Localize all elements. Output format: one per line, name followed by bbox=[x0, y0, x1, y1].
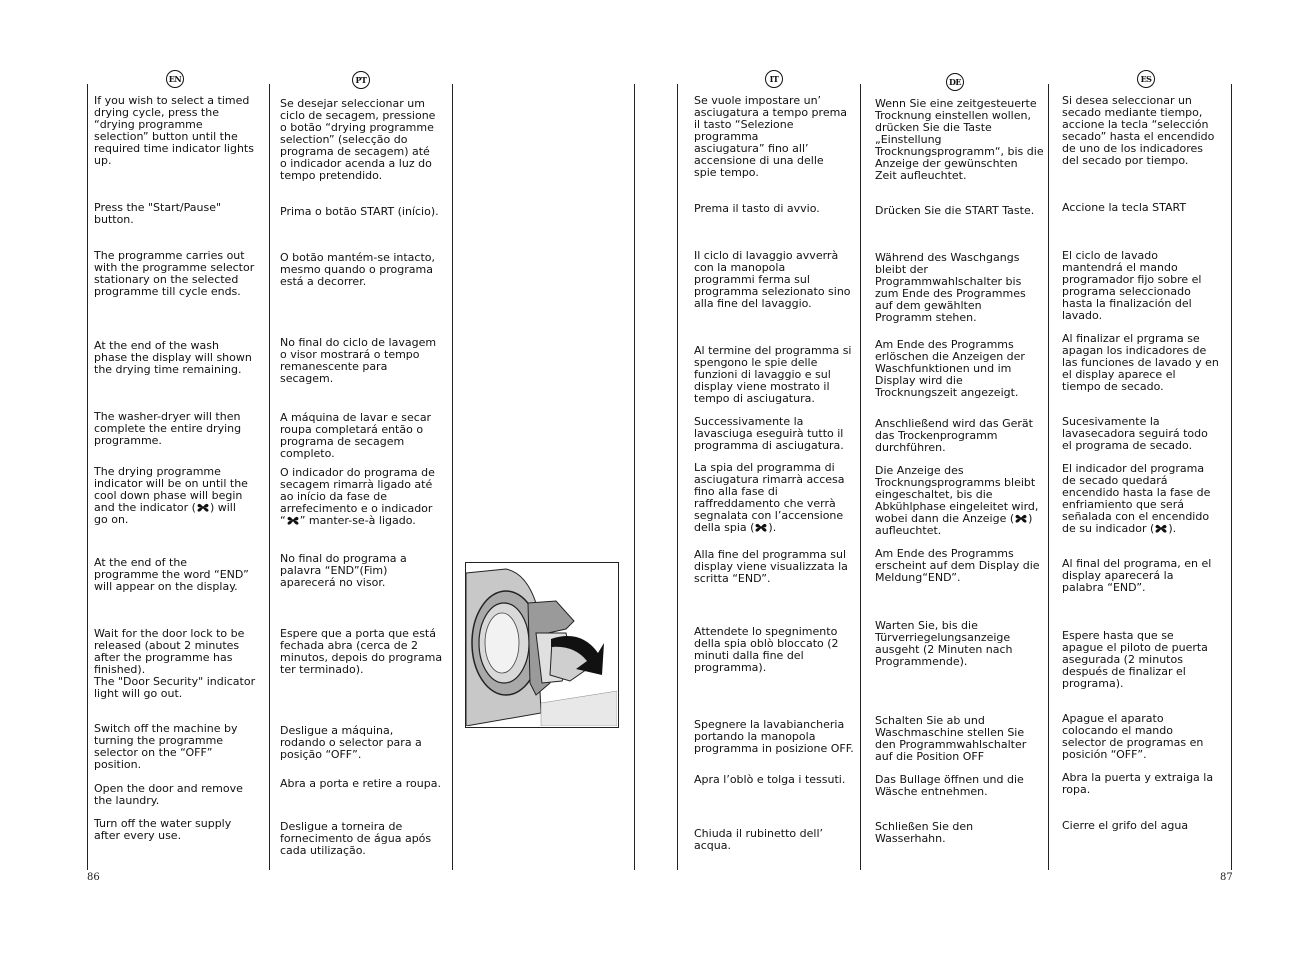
pt-paragraph-timed-drying: Se desejar seleccionar um ciclo de secagem, pressione o botão “drying programme selection” (selecção do programa de secagem) até o indicador acenda a luz do tempo pretendido. bbox=[280, 97, 436, 182]
lang-badge-it: IT bbox=[765, 70, 783, 88]
de-paragraph-end-word: Am Ende des Programms erscheint auf dem Display die Meldung“END”. bbox=[875, 547, 1040, 584]
it-cool-down-text-b: ). bbox=[768, 521, 777, 534]
fan-icon bbox=[1154, 523, 1168, 534]
de-paragraph-wash-end: Am Ende des Programms erlöschen die Anzeigen der Waschfunktionen und im Display wird die Trocknungszeit angezeigt. bbox=[875, 338, 1025, 399]
lang-badge-de: DE bbox=[946, 73, 964, 91]
de-paragraph-open-door: Das Bullage öffnen und die Wäsche entnehmen. bbox=[875, 773, 1024, 798]
en-paragraph-end-word: At the end of the programme the word “END” will appear on the display. bbox=[94, 556, 249, 593]
de-paragraph-complete: Anschließend wird das Gerät das Trockenprogramm durchführen. bbox=[875, 417, 1033, 454]
es-cool-down-text-a: El indicador del programa de secado quedará encendido hasta la fase de enfriamiento que será señalada con el encendido de su indicador ( bbox=[1062, 462, 1211, 535]
en-paragraph-open-door: Open the door and remove the laundry. bbox=[94, 782, 243, 807]
es-paragraph-cool-down bbox=[1062, 463, 1210, 535]
de-paragraph-cool-down bbox=[875, 465, 1038, 537]
de-paragraph-timed-drying: Wenn Sie eine zeitgesteuerte Trocknung einstellen wollen, drücken Sie die Taste „Einstellung Trocknungsprogramm“, bis die Anzeige der gewünschten Zeit aufleuchtet. bbox=[875, 97, 1044, 182]
pt-paragraph-end-word: No final do programa a palavra “END”(Fim) aparecerá no visor. bbox=[280, 552, 407, 589]
de-paragraph-selector: Während des Waschgangs bleibt der Programmwahlschalter bis zum Ende des Programmes auf dem gewählten Programm stehen. bbox=[875, 251, 1026, 324]
page-number-right: 87 bbox=[1220, 872, 1233, 883]
pt-paragraph-switch-off: Desligue a máquina, rodando o selector para a posição “OFF”. bbox=[280, 724, 422, 761]
fan-icon bbox=[1014, 513, 1028, 524]
es-paragraph-water-supply: Cierre el grifo del agua bbox=[1062, 819, 1189, 832]
es-paragraph-timed-drying: Si desea seleccionar un secado mediante tiempo, accione la tecla “selección secado” hasta el encendido de uno de los indicadores del secado por tiempo. bbox=[1062, 94, 1215, 167]
de-cool-down-text-a: Die Anzeige des Trocknungsprogramms bleibt eingeschaltet, bis die Abkühlphase eingeleitet wird, wobei dann die Anzeige ( bbox=[875, 464, 1039, 525]
en-paragraph-wash-end: At the end of the wash phase the display will shown the drying time remaining. bbox=[94, 339, 252, 376]
it-paragraph-cool-down bbox=[694, 462, 845, 534]
en-paragraph-switch-off: Switch off the machine by turning the programme selector on the “OFF” position. bbox=[94, 722, 238, 771]
es-paragraph-wash-end: Al finalizar el prgrama se apagan los indicadores de las funciones de lavado y en el display aparece el tiempo de secado. bbox=[1062, 332, 1219, 393]
es-cool-down-text-b: ). bbox=[1168, 522, 1177, 535]
it-paragraph-timed-drying: Se vuole impostare un’ asciugatura a tempo prema il tasto “Selezione programma asciugatura” fino all’ accensione di una delle spie tempo. bbox=[694, 94, 848, 179]
lang-badge-pt: PT bbox=[352, 71, 370, 89]
de-cool-down-text-b: ) aufleuchtet. bbox=[875, 512, 1033, 537]
it-paragraph-door-lock: Attendete lo spegnimento della spia oblò bloccato (2 minuti dalla fine del programma). bbox=[694, 625, 839, 674]
it-cool-down-text-a: La spia del programma di asciugatura rimarrà accesa fino alla fase di raffreddamento che verrà segnalata con l’accensione della spia ( bbox=[694, 461, 845, 534]
fan-icon bbox=[196, 502, 210, 513]
es-paragraph-complete: Sucesivamente la lavasecadora seguirá todo el programa de secado. bbox=[1062, 415, 1208, 452]
it-paragraph-open-door: Apra l’oblò e tolga i tessuti. bbox=[694, 773, 846, 786]
spine-rule-right bbox=[677, 84, 678, 870]
pt-paragraph-selector: O botão mantém-se intacto, mesmo quando o programa está a decorrer. bbox=[280, 251, 436, 288]
en-paragraph-start: Press the "Start/Pause" button. bbox=[94, 201, 222, 226]
en-paragraph-timed-drying: If you wish to select a timed drying cycle, press the “drying programme selection” button until the required time indicator lights up. bbox=[94, 94, 254, 167]
es-paragraph-end-word: Al final del programa, en el display aparecerá la palabra “END”. bbox=[1062, 557, 1212, 594]
pt-cool-down-text-b: ” manter-se-à ligado. bbox=[299, 514, 416, 527]
page-number-left: 86 bbox=[87, 872, 100, 883]
de-paragraph-switch-off: Schalten Sie ab und Waschmaschine stellen Sie den Programmwahlschalter auf die Position OFF bbox=[875, 714, 1027, 763]
left-outer-rule bbox=[87, 84, 88, 870]
it-paragraph-wash-end: Al termine del programma si spengono le spie delle funzioni di lavaggio e sul display viene mostrato il tempo di asciugatura. bbox=[694, 344, 852, 405]
es-paragraph-start: Accione la tecla START bbox=[1062, 201, 1187, 214]
column-divider-it-de bbox=[860, 84, 861, 870]
pt-paragraph-open-door: Abra a porta e retire a roupa. bbox=[280, 777, 441, 790]
washer-door-illustration bbox=[465, 562, 619, 728]
en-cool-down-text-a: The drying programme indicator will be on until the cool down phase will begin and the indicator ( bbox=[94, 465, 248, 514]
en-paragraph-selector: The programme carries out with the programme selector stationary on the selected programme till cycle ends. bbox=[94, 249, 255, 298]
it-paragraph-end-word: Alla fine del programma sul display viene visualizzata la scritta “END”. bbox=[694, 548, 848, 585]
fan-icon bbox=[754, 522, 768, 533]
pt-cool-down-text-a: O indicador do programa de secagem rimarrà ligado até ao início da fase de arrefecimento e o indicador “ bbox=[280, 466, 435, 527]
it-paragraph-water-supply: Chiuda il rubinetto dell’ acqua. bbox=[694, 827, 823, 852]
en-cool-down-text-b: ) will go on. bbox=[94, 501, 236, 526]
lang-badge-es: ES bbox=[1137, 70, 1155, 88]
fan-icon bbox=[286, 515, 300, 526]
it-paragraph-selector: Il ciclo di lavaggio avverrà con la manopola programmi ferma sul programma selezionato sino alla fine del lavaggio. bbox=[694, 249, 851, 310]
en-paragraph-water-supply: Turn off the water supply after every use. bbox=[94, 817, 232, 842]
lang-badge-en: EN bbox=[166, 70, 184, 88]
es-paragraph-open-door: Abra la puerta y extraiga la ropa. bbox=[1062, 771, 1214, 796]
en-paragraph-door-lock: Wait for the door lock to be released (about 2 minutes after the programme has finished). The "Door Security" indicator light will go out. bbox=[94, 627, 256, 700]
pt-paragraph-door-lock: Espere que a porta que está fechada abra (cerca de 2 minutos, depois do programa ter terminado). bbox=[280, 627, 443, 676]
it-paragraph-complete: Successivamente la lavasciuga eseguirà tutto il programma di asciugatura. bbox=[694, 415, 844, 452]
right-outer-rule bbox=[1231, 84, 1232, 870]
en-paragraph-complete: The washer-dryer will then complete the entire drying programme. bbox=[94, 410, 242, 447]
pt-paragraph-water-supply: Desligue a torneira de fornecimento de água após cada utilização. bbox=[280, 820, 432, 857]
column-divider-en-pt bbox=[269, 84, 270, 870]
it-paragraph-switch-off: Spegnere la lavabiancheria portando la manopola programma in posizione OFF. bbox=[694, 718, 854, 755]
de-paragraph-start: Drücken Sie die START Taste. bbox=[875, 204, 1035, 217]
de-paragraph-door-lock: Warten Sie, bis die Türverriegelungsanzeige ausgeht (2 Minuten nach Programmende). bbox=[875, 619, 1013, 668]
en-paragraph-cool-down bbox=[94, 466, 248, 526]
pt-paragraph-start: Prima o botão START (início). bbox=[280, 205, 439, 218]
es-paragraph-selector: El ciclo de lavado mantendrá el mando programador fijo sobre el programa seleccionado hasta la finalización del lavado. bbox=[1062, 249, 1202, 322]
spine-rule-left bbox=[634, 84, 635, 870]
pt-paragraph-cool-down bbox=[280, 467, 435, 527]
de-paragraph-water-supply: Schließen Sie den Wasserhahn. bbox=[875, 820, 974, 845]
pt-paragraph-wash-end: No final do ciclo de lavagem o visor mostrará o tempo remanescente para secagem. bbox=[280, 336, 437, 385]
column-divider-de-es bbox=[1048, 84, 1049, 870]
pt-paragraph-complete: A máquina de lavar e secar roupa completará então o programa de secagem completo. bbox=[280, 411, 432, 460]
column-divider-pt-blank bbox=[452, 84, 453, 870]
it-paragraph-start: Prema il tasto di avvio. bbox=[694, 202, 820, 215]
es-paragraph-door-lock: Espere hasta que se apague el piloto de puerta asegurada (2 minutos después de finalizar el programa). bbox=[1062, 629, 1208, 690]
es-paragraph-switch-off: Apague el aparato colocando el mando selector de programas en posición “OFF”. bbox=[1062, 712, 1204, 761]
